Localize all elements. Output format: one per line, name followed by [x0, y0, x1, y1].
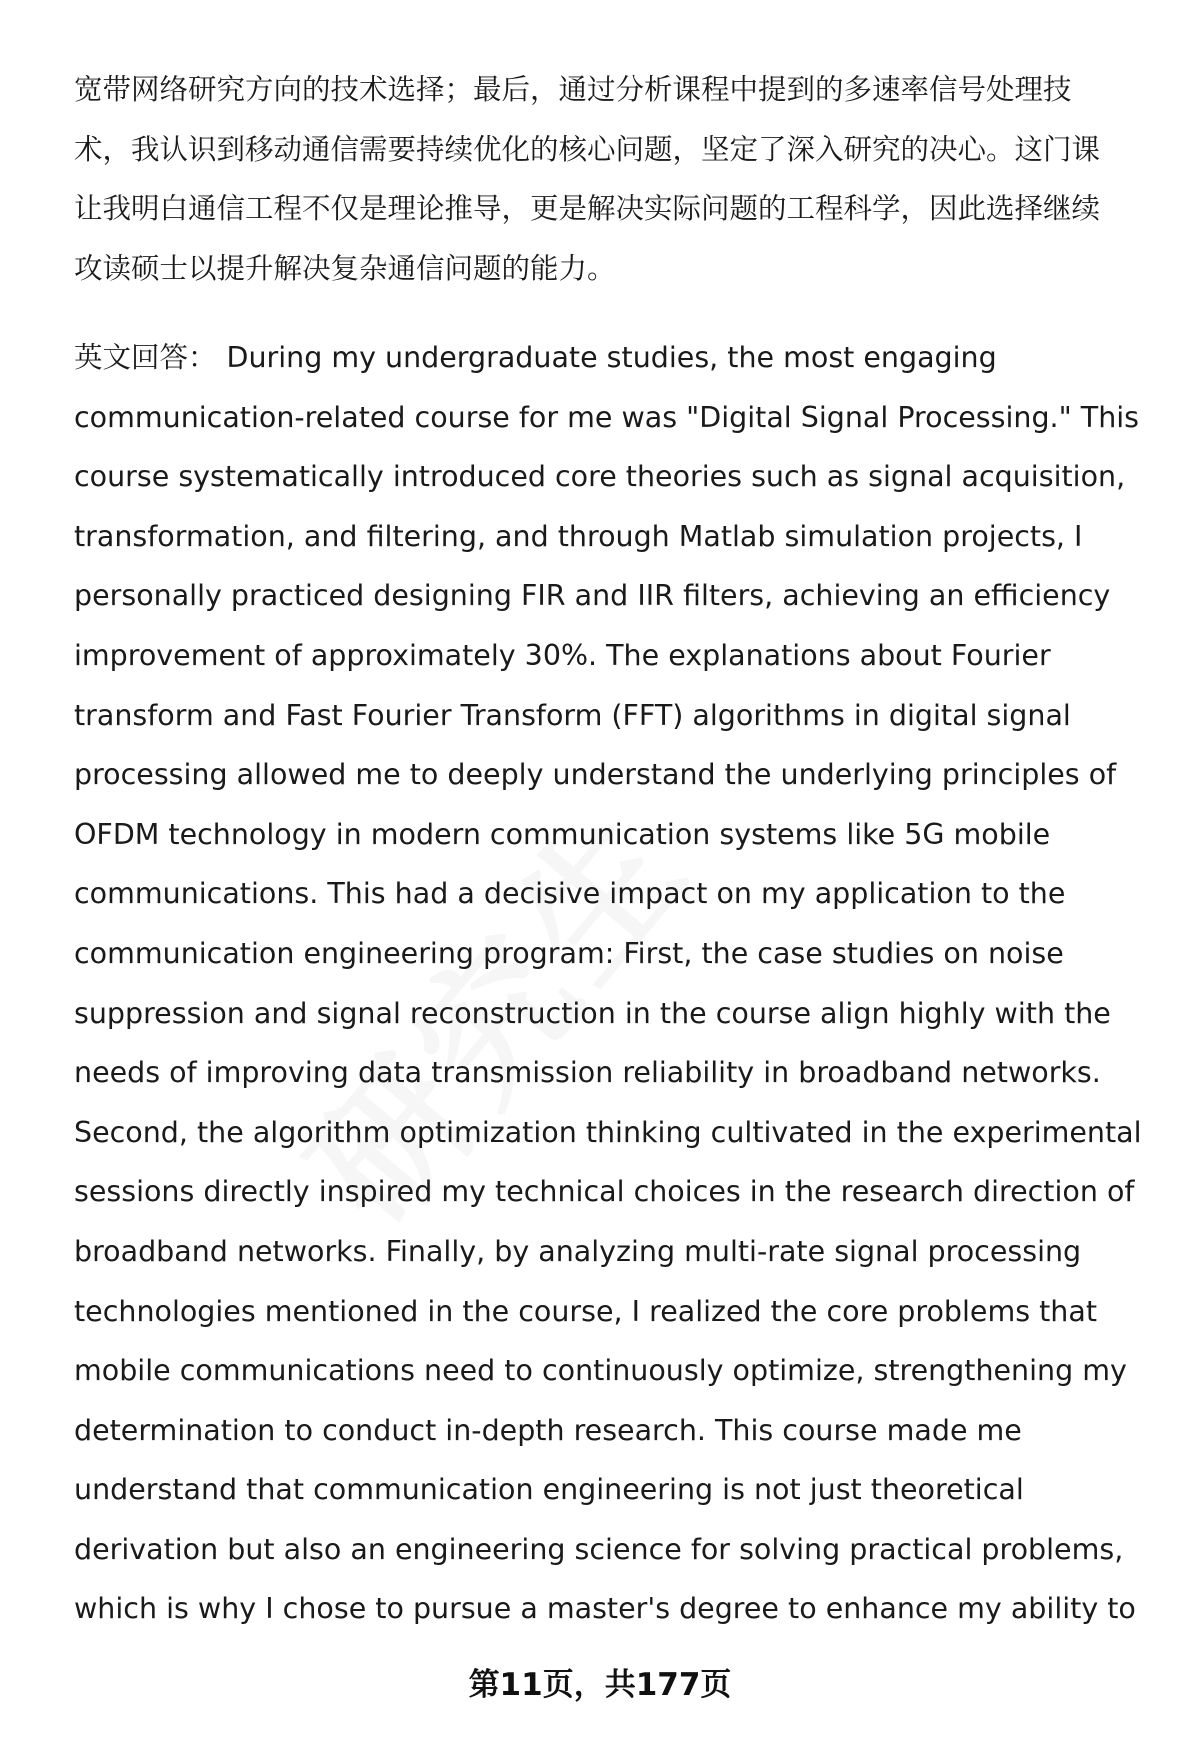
english-answer-line: broadband networks. Finally, by analyzing multi-rate signal processing [74, 1234, 1082, 1268]
english-answer-line: derivation but also an engineering science for solving practical problems, [74, 1532, 1124, 1566]
english-answer-label: 英文回答： [74, 341, 217, 374]
english-answer-line: OFDM technology in modern communication systems like 5G mobile [74, 817, 1051, 851]
english-answer-first-text: During my undergraduate studies, the most engaging [226, 341, 997, 374]
english-answer-line: processing allowed me to deeply understand the underlying principles of [74, 758, 1117, 792]
english-answer-line: transformation, and filtering, and through Matlab simulation projects, I [74, 519, 1083, 553]
chinese-answer-line: 术，我认识到移动通信需要持续优化的核心问题，坚定了深入研究的决心。这门课 [74, 132, 1101, 166]
page-number-footer: 第11页，共177页 [468, 1667, 732, 1703]
english-answer-line: mobile communications need to continuously optimize, strengthening my [74, 1354, 1127, 1388]
english-answer-line: technologies mentioned in the course, I realized the core problems that [74, 1294, 1098, 1328]
english-answer-line: transform and Fast Fourier Transform (FFT) algorithms in digital signal [74, 698, 1071, 732]
english-answer-line: suppression and signal reconstruction in the course align highly with the [74, 996, 1111, 1030]
english-answer-line: communications. This had a decisive impact on my application to the [74, 877, 1066, 911]
english-answer-line: improvement of approximately 30%. The explanations about Fourier [74, 638, 1051, 672]
english-answer-line: Second, the algorithm optimization thinking cultivated in the experimental [74, 1115, 1142, 1149]
english-answer-line: understand that communication engineering is not just theoretical [74, 1473, 1024, 1507]
english-answer-line: course systematically introduced core theories such as signal acquisition, [74, 460, 1126, 494]
english-answer-paragraph [74, 328, 1154, 1639]
english-answer-line: determination to conduct in-depth research. This course made me [74, 1413, 1022, 1447]
chinese-answer-line: 让我明白通信工程不仅是理论推导，更是解决实际问题的工程科学，因此选择继续 [74, 192, 1101, 226]
chinese-answer-line: 宽带网络研究方向的技术选择；最后，通过分析课程中提到的多速率信号处理技 [74, 73, 1072, 106]
chinese-answer-line: 攻读硕士以提升解决复杂通信问题的能力。 [74, 251, 616, 285]
english-answer-line: sessions directly inspired my technical choices in the research direction of [74, 1175, 1135, 1209]
english-answer-line: communication-related course for me was "Digital Signal Processing." This [74, 400, 1140, 434]
chinese-answer-paragraph [74, 60, 1154, 298]
english-answer-first-line [74, 328, 1154, 388]
english-answer-line: needs of improving data transmission reliability in broadband networks. [74, 1056, 1101, 1090]
english-answer-line: communication engineering program: First, the case studies on noise [74, 936, 1064, 970]
english-answer-line: personally practiced designing FIR and IIR filters, achieving an efficiency [74, 579, 1111, 613]
english-answer-line: which is why I chose to pursue a master's degree to enhance my ability to [74, 1592, 1136, 1626]
